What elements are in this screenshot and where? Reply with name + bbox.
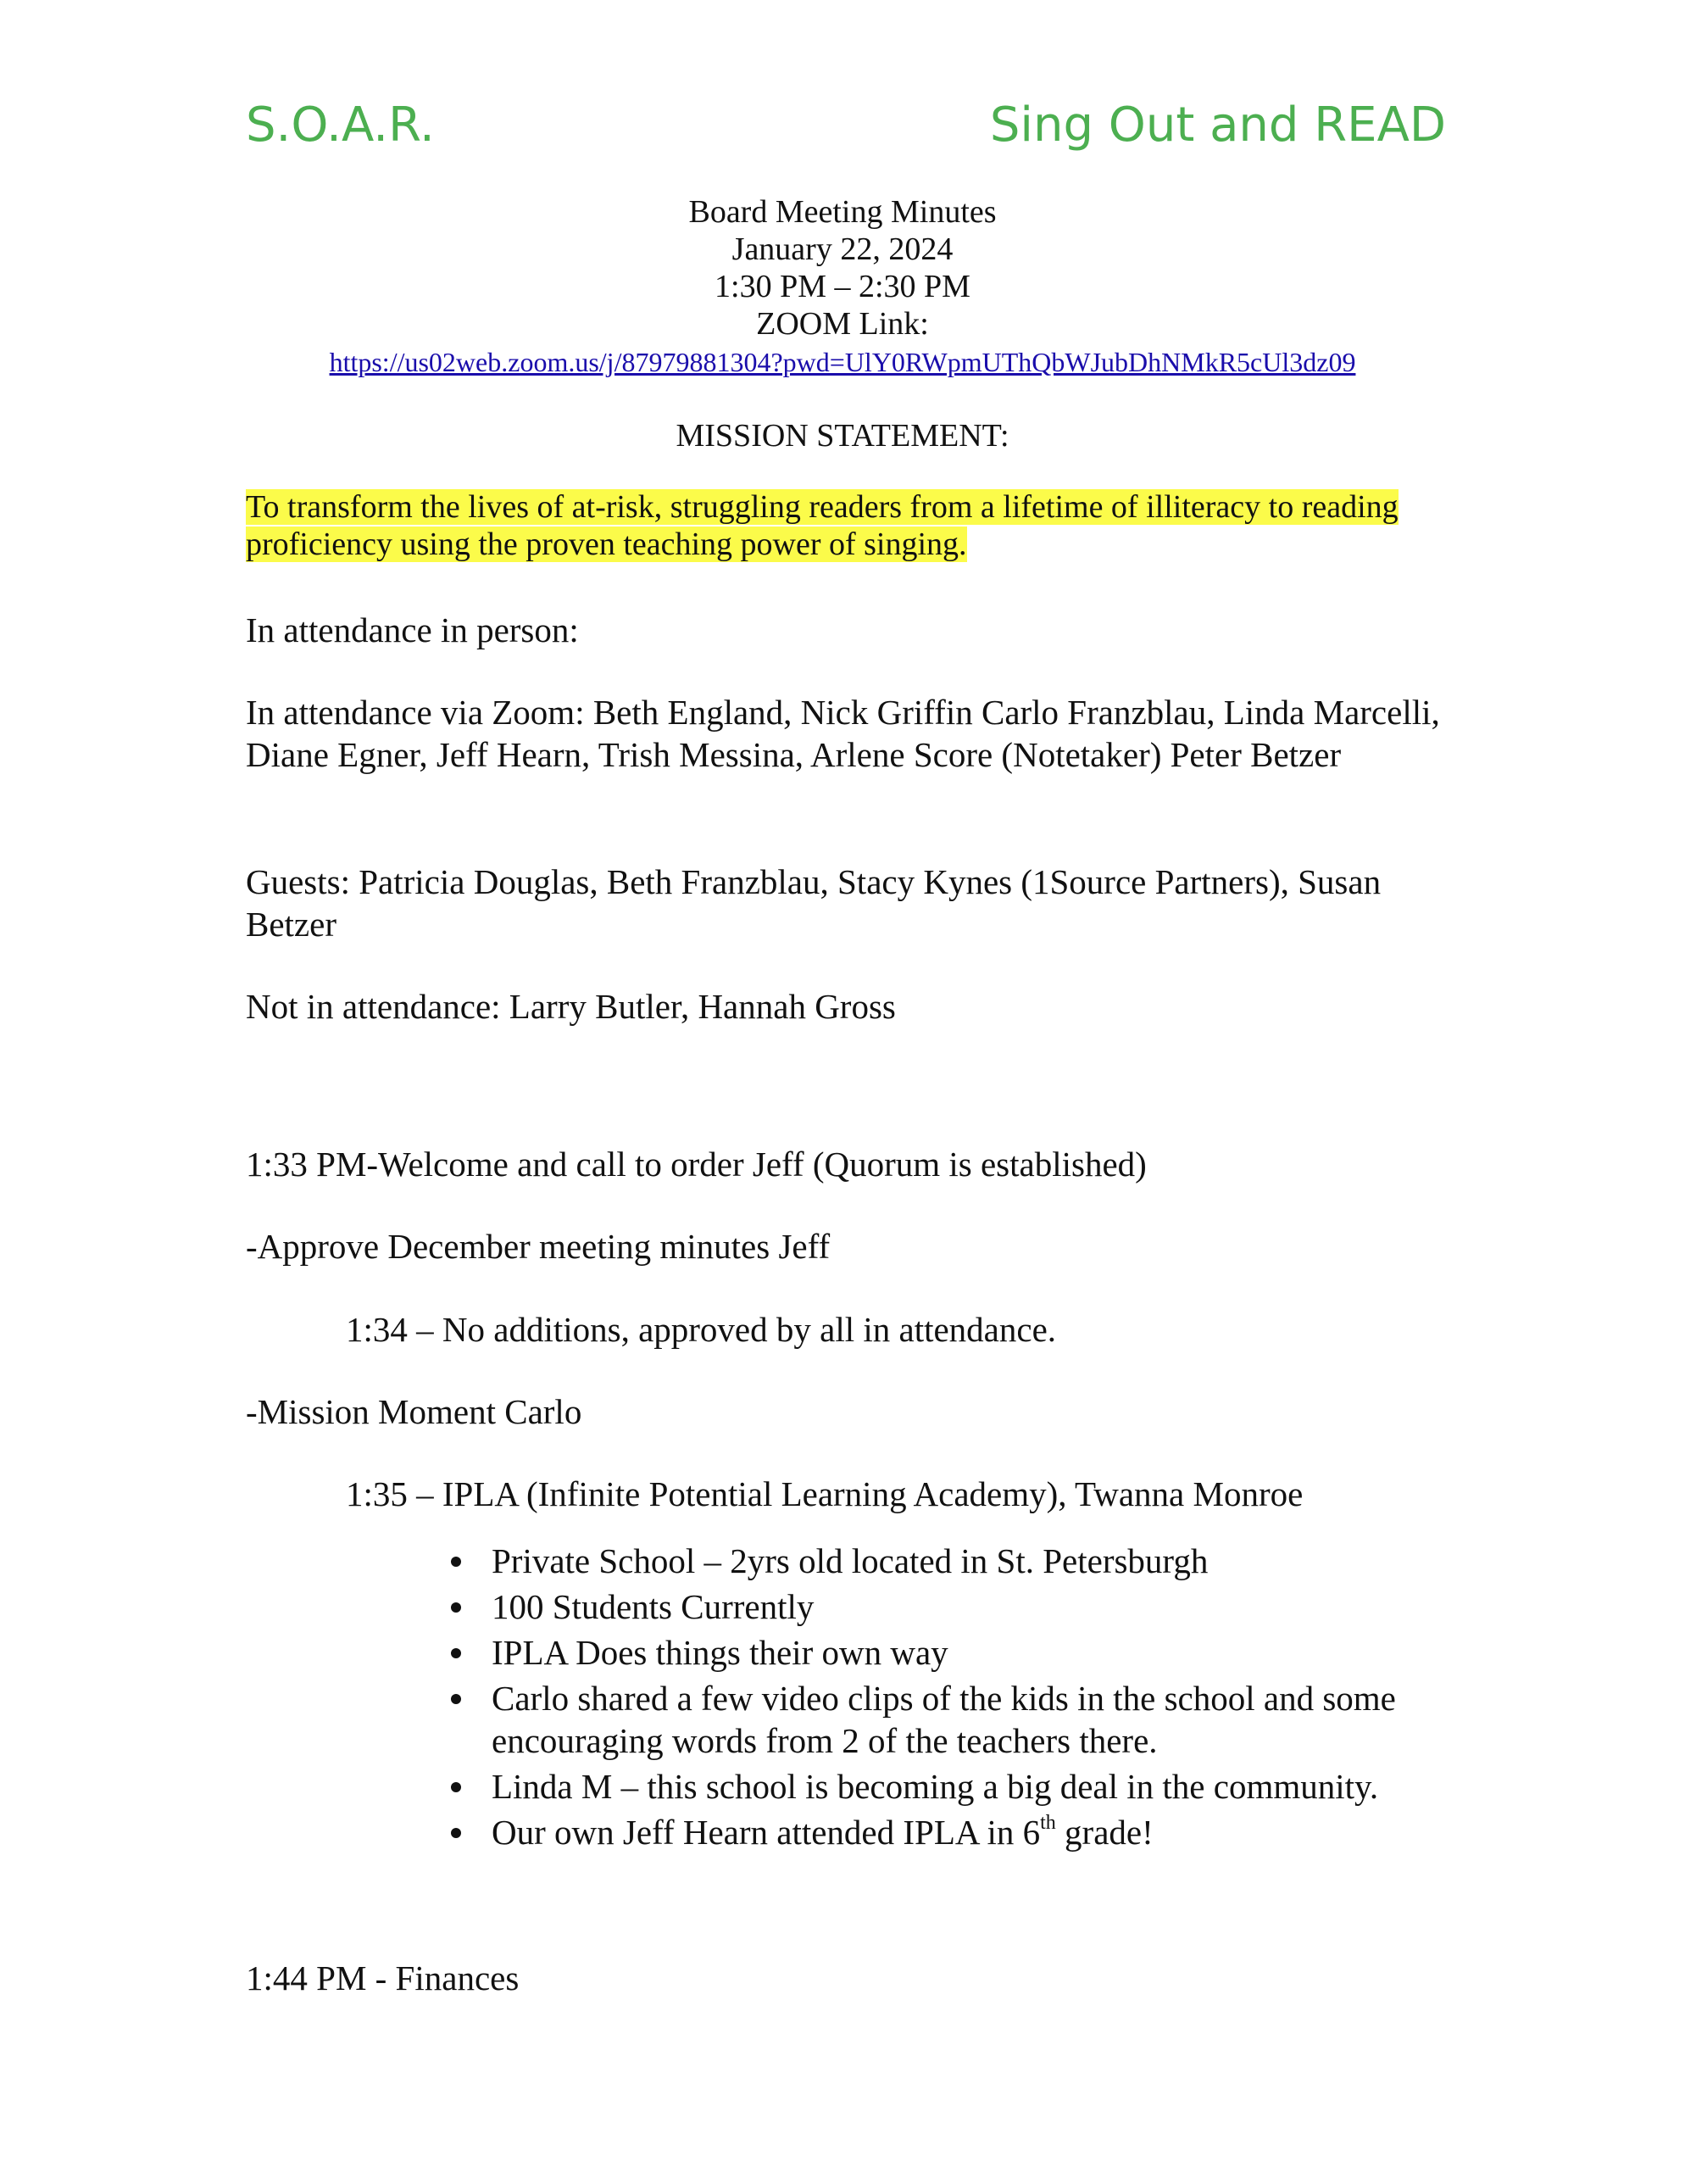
attendance-absent: Not in attendance: Larry Butler, Hannah Gross [246, 987, 896, 1026]
agenda-welcome: 1:33 PM-Welcome and call to order Jeff (Quorum is established) [246, 1145, 1147, 1184]
list-item: Private School – 2yrs old located in St. Petersburgh [441, 1540, 1441, 1582]
list-item: 100 Students Currently [441, 1585, 1441, 1628]
list-item: IPLA Does things their own way [441, 1631, 1441, 1674]
attendance-zoom: In attendance via Zoom: Beth England, Nick Griffin Carlo Franzblau, Linda Marcelli, Diane Egner, Jeff Hearn, Trish Messina, Arlene Score (Notetaker) Peter Betzer [246, 693, 1440, 774]
agenda-mission-moment: -Mission Moment Carlo [246, 1392, 582, 1431]
attendance-in-person: In attendance in person: [246, 610, 579, 649]
ipla-bullet-list [441, 1540, 1441, 1857]
list-item-text: Our own Jeff Hearn attended IPLA in 6 [492, 1813, 1041, 1852]
meeting-date: January 22, 2024 [731, 231, 954, 267]
agenda-approve-minutes: -Approve December meeting minutes Jeff [246, 1227, 831, 1266]
list-item: Linda M – this school is becoming a big deal in the community. [441, 1765, 1441, 1808]
agenda-finances: 1:44 PM - Finances [246, 1958, 520, 1997]
superscript: th [1040, 1812, 1056, 1834]
attendance-guests: Guests: Patricia Douglas, Beth Franzblau, Stacy Kynes (1Source Partners), Susan Betzer [246, 862, 1382, 944]
meeting-header [246, 193, 1439, 380]
org-acronym: S.O.A.R. [246, 98, 435, 153]
meeting-time: 1:30 PM – 2:30 PM [715, 269, 970, 304]
org-name: Sing Out and READ [989, 98, 1446, 153]
mission-label: MISSION STATEMENT: [676, 418, 1009, 454]
list-item [441, 1811, 1441, 1853]
mission-text: To transform the lives of at-risk, struggling readers from a lifetime of illiteracy to reading proficiency using the proven teaching power of singing. [246, 489, 1399, 562]
mission-statement [246, 488, 1449, 563]
list-item-text-end: grade! [1055, 1813, 1154, 1852]
zoom-link[interactable]: https://us02web.zoom.us/j/87979881304?pwd=UlY0RWpmUThQbWJubDhNMkR5cUl3dz09 [329, 347, 1356, 377]
zoom-label: ZOOM Link: [756, 306, 929, 342]
agenda-ipla: 1:35 – IPLA (Infinite Potential Learning Academy), Twanna Monroe [346, 1474, 1304, 1513]
meeting-title: Board Meeting Minutes [688, 194, 997, 230]
agenda-approve-note: 1:34 – No additions, approved by all in attendance. [346, 1310, 1057, 1349]
list-item: Carlo shared a few video clips of the kids in the school and some encouraging words from 2 of the teachers there. [441, 1677, 1441, 1762]
